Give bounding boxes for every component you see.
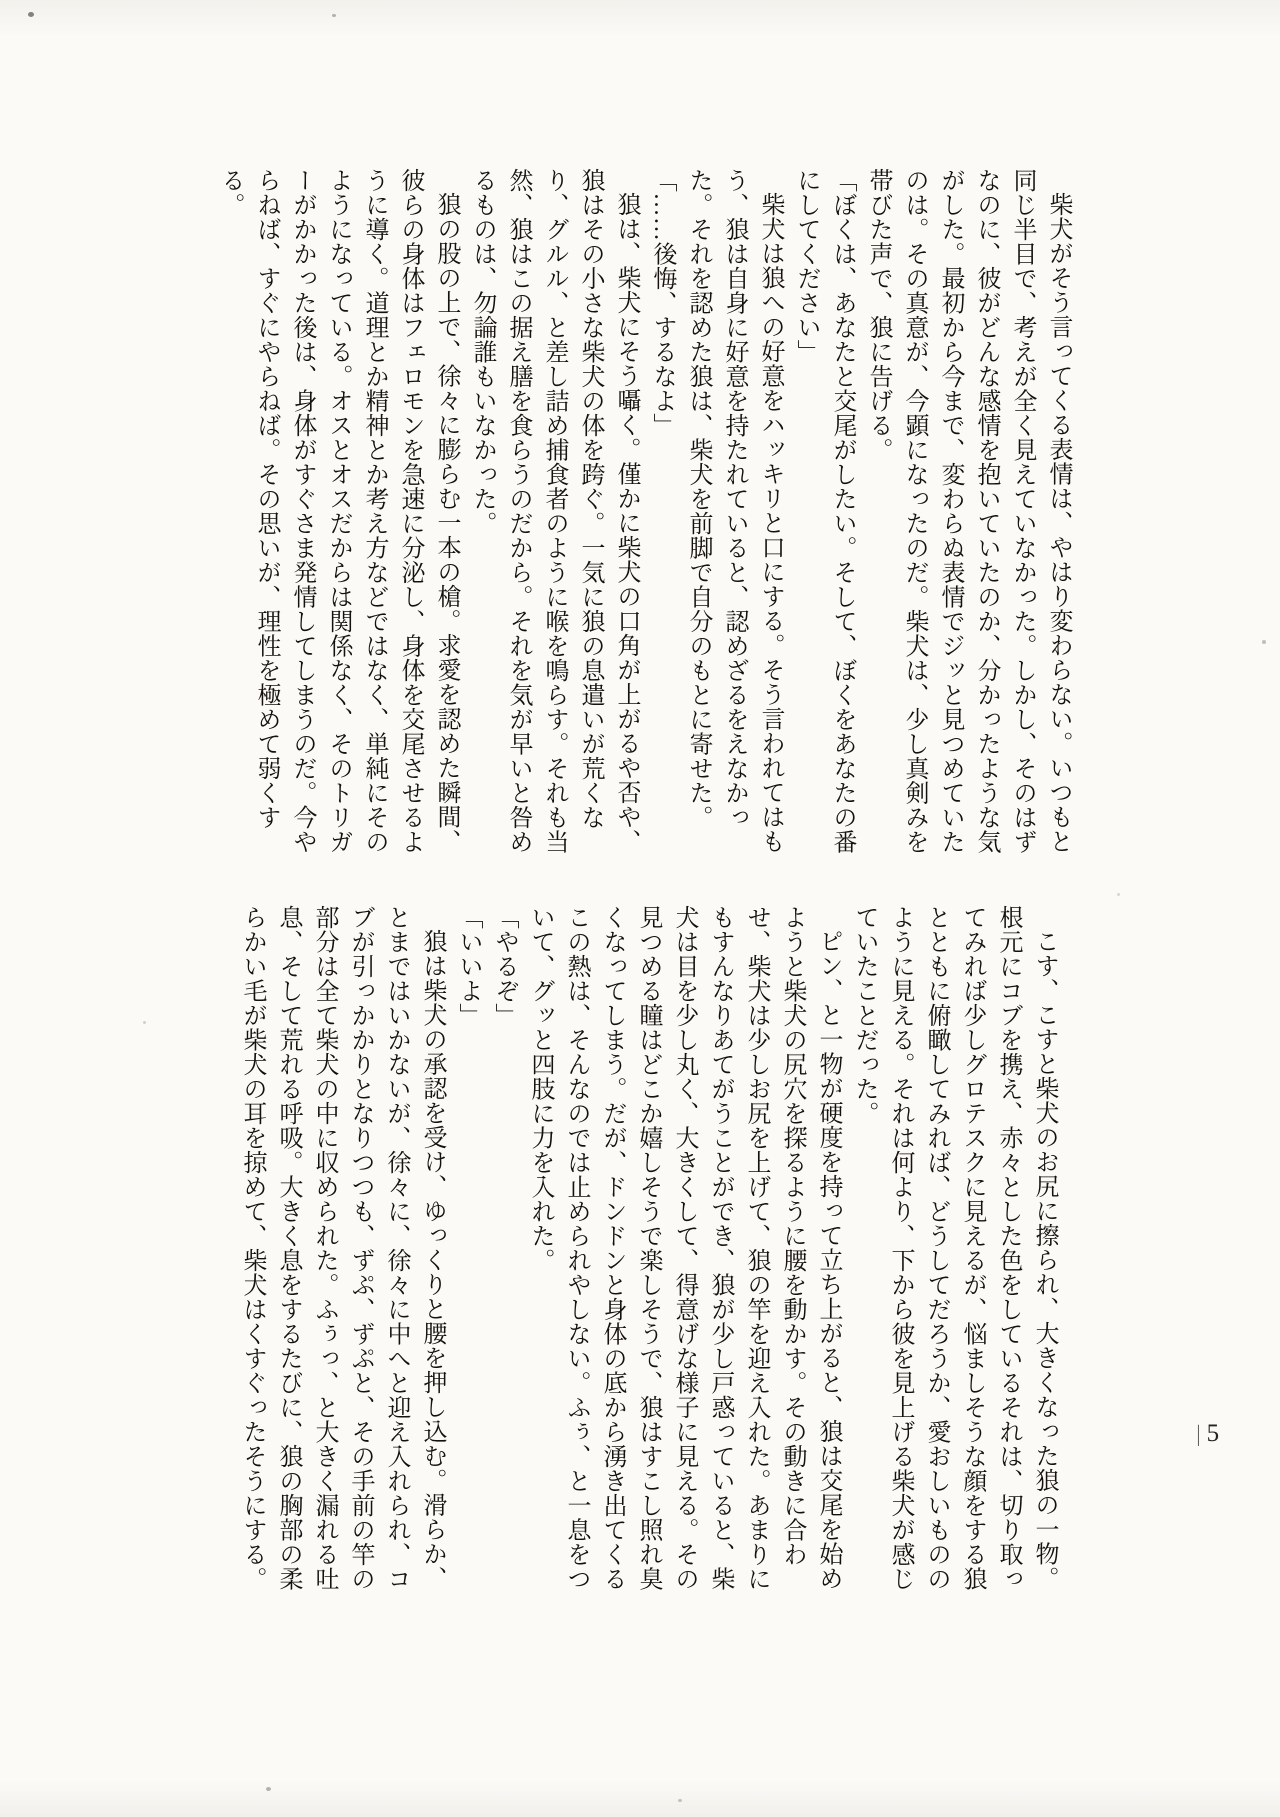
dialogue-paragraph: 「いいよ」 (455, 905, 481, 1028)
paragraph: 狼は柴犬の承認を受け、ゆっくりと腰を押し込む。滑らか、とまではいかないが、徐々に、徐々に中へと迎え入れられ、コブが引っかかりとなりつつも、ずぷ、ずぷと、その手前の竿の部分は全て柴犬の中に収められた。ふぅっ、と大きく漏れる吐息、そして荒れる呼吸。大きく息をするたびに、狼の胸部の柔らかい毛が柴犬の耳を掠めて、柴犬はくすぐったそうにする。 (239, 905, 445, 1591)
page-number-dash: | (1196, 1421, 1200, 1446)
scan-speck (678, 1799, 682, 1802)
paragraph: ピン、と一物が硬度を持って立ち上がると、狼は交尾を始めようと柴犬の尻穴を探るように腰を動かす。その動きに合わせ、柴犬は少しお尻を上げて、狼の竿を迎え入れた。あまりにもすんなりあてがうことができ、狼が少し戸惑っていると、柴犬は目を少し丸く、大きくして、得意げな様子に見える。その見つめる瞳はどこか嬉しそうで楽しそうで、狼はすこし照れ臭くなってしまう。だが、ドンドンと身体の底から湧き出てくるこの熱は、そんなのでは止められやしない。ふぅ、と一息をついて、グッと四肢に力を入れた。 (527, 905, 841, 1591)
scan-speck (266, 1787, 271, 1791)
paragraph: こす、こすと柴犬のお尻に擦られ、大きくなった狼の一物。根元にコブを携え、赤々とした色をしているそれは、切り取ってみれば少しグロテスクに見えるが、悩ましそうな顔をする狼とともに俯瞰してみれば、どうしてだろうか、愛おしいもののように見える。それは何より、下から彼を見上げる柴犬が感じていたことだった。 (851, 905, 1057, 1591)
dialogue-paragraph: 「やるぞ」 (491, 905, 517, 1028)
scan-speck (1262, 640, 1266, 644)
dialogue-paragraph: 「ぼくは、あなたと交尾がしたい。そして、ぼくをあなたの番にしてください」 (793, 168, 855, 854)
dialogue-paragraph: 「……後悔、するなよ」 (649, 168, 675, 438)
paragraph: 狼の股の上で、徐々に膨らむ一本の槍。求愛を認めた瞬間、彼らの身体はフェロモンを急速に分泌し、身体を交尾させるように導く。道理とか精神とか考え方などではなく、単純にそのようになっている。オスとオスだからは関係なく、そのトリガーがかかった後は、身体がすぐさま発情してしまうのだ。今やらねば、すぐにやらねば。その思いが、理性を極めて弱くする。 (217, 168, 459, 854)
paragraph: 狼は、柴犬にそう囁く。僅かに柴犬の口角が上がるや否や、狼はその小さな柴犬の体を跨ぐ。一気に狼の息遣いが荒くなり、グルル、と差し詰め捕食者のように喉を鳴らす。それも当然、狼はこの据え膳を食らうのだから。それを気が早いと咎めるものは、勿論誰もいなかった。 (469, 168, 639, 854)
scan-speck (1117, 893, 1120, 896)
scan-speck (143, 1021, 146, 1024)
top-text-block (212, 168, 1076, 870)
page-number-value: 5 (1206, 1420, 1220, 1447)
paragraph: 柴犬は狼への好意をハッキリと口にする。そう言われてはもう、狼は自身に好意を持たれていると、認めざるをえなかった。それを認めた狼は、柴犬を前脚で自分のもとに寄せた。 (685, 168, 783, 854)
paragraph: 柴犬がそう言ってくる表情は、やはり変わらない。いつもと同じ半目で、考えが全く見えていなかった。しかし、そのはずなのに、彼がどんな感情を抱いていたのか、分かったような気がした。最初から今まで、変わらぬ表情でジッと見つめていたのは。その真意が、今顕になったのだ。柴犬は、少し真剣みを帯びた声で、狼に告げる。 (865, 168, 1071, 854)
page-number (1196, 1420, 1219, 1448)
scan-speck (28, 12, 34, 17)
bottom-text-block (234, 905, 1062, 1605)
scan-speck (332, 14, 336, 17)
